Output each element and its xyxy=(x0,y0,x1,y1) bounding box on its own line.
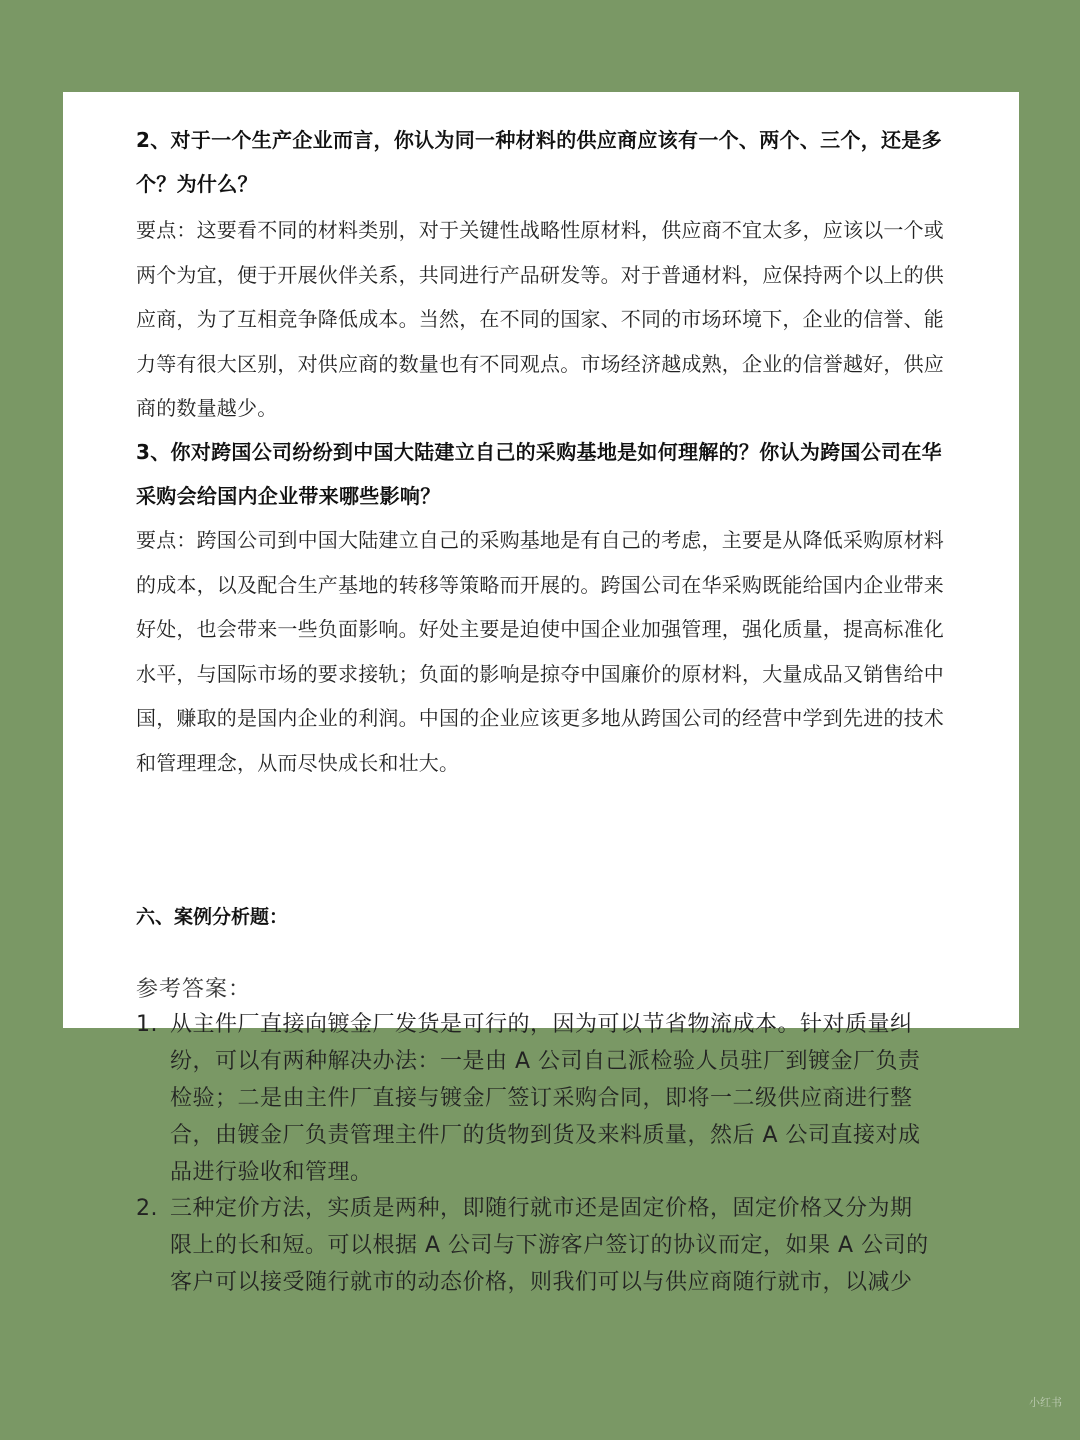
watermark-logo: 小红书 xyxy=(1029,1396,1062,1409)
list-item-number: 1. xyxy=(136,1012,158,1037)
list-item-text: 从主件厂直接向镀金厂发货是可行的，因为可以节省物流成本。针对质量纠纷，可以有两种解决办法：一是由 A 公司自己派检验人员驻厂到镀金厂负责检验；二是由主件厂直接与镀金厂签订采购合同，即将一二级供应商进行整合，由镀金厂负责管理主件厂的货物到货及来料质量，然后 A 公司直接对成品进行验收和管理。 xyxy=(170,1012,921,1185)
reference-answer-title: 参考答案： xyxy=(136,977,252,1002)
question-3: 3、你对跨国公司纷纷到中国大陆建立自己的采购基地是如何理解的？你认为跨国公司在华采购会给国内企业带来哪些影响？ xyxy=(136,440,942,508)
section-title: 六、案例分析题： xyxy=(136,906,289,928)
answer-3: 要点：跨国公司到中国大陆建立自己的采购基地是有自己的考虑，主要是从降低采购原材料的成本，以及配合生产基地的转移等策略而开展的。跨国公司在华采购既能给国内企业带来好处，也会带来一些负面影响。好处主要是迫使中国企业加强管理，强化质量，提高标准化水平，与国际市场的要求接轨；负面的影响是掠夺中国廉价的原材料，大量成品又销售给中国，赚取的是国内企业的利润。中国的企业应该更多地从跨国公司的经营中学到先进的技术和管理理念，从而尽快成长和壮大。 xyxy=(136,528,944,775)
question-2: 2、对于一个生产企业而言，你认为同一种材料的供应商应该有一个、两个、三个，还是多个？为什么？ xyxy=(136,128,942,196)
answer-2: 要点：这要看不同的材料类别，对于关键性战略性原材料，供应商不宜太多，应该以一个或两个为宜，便于开展伙伴关系，共同进行产品研发等。对于普通材料，应保持两个以上的供应商，为了互相竞争降低成本。当然，在不同的国家、不同的市场环境下，企业的信誉、能力等有很大区别，对供应商的数量也有不同观点。市场经济越成熟，企业的信誉越好，供应商的数量越少。 xyxy=(136,218,944,420)
list-item-text: 三种定价方法，实质是两种，即随行就市还是固定价格，固定价格又分为期限上的长和短。可以根据 A 公司与下游客户签订的协议而定，如果 A 公司的客户可以接受随行就市的动态价格，则我们可以与供应商随行就市，以减少 xyxy=(170,1196,929,1295)
list-item-number: 2. xyxy=(136,1196,158,1221)
document-page xyxy=(63,92,1019,1295)
